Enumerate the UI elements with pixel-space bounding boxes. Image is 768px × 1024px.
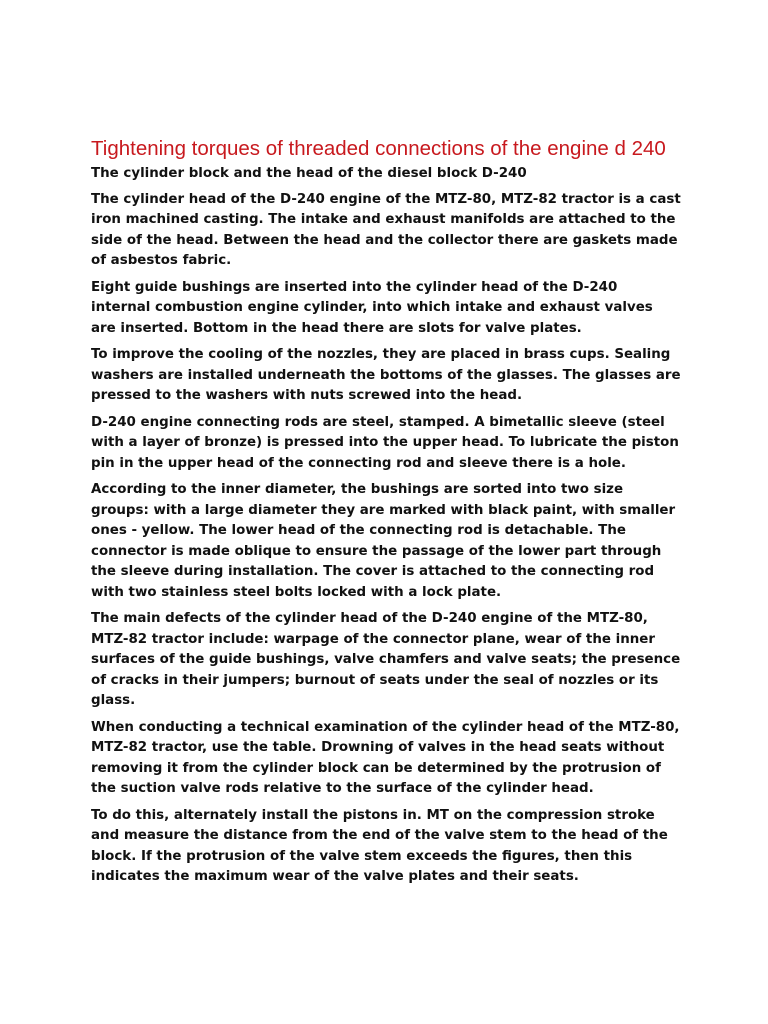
paragraph-5: According to the inner diameter, the bushings are sorted into two size groups: with a large diameter they are marked with black paint, with smaller ones - yellow. The lower head of the connecting rod is detachable. The connector is made oblique to ensure the passage of the lower part through the sleeve during installation. The cover is attached to the connecting rod with two stainless steel bolts locked with a lock plate. [91,482,676,600]
document-title: Tightening torques of threaded connections of the engine d 240 [91,137,666,160]
paragraph-2: Eight guide bushings are inserted into the cylinder head of the D-240 internal combustion engine cylinder, into which intake and exhaust valves are inserted. Bottom in the head there are slots for valve plates. [91,279,653,336]
section-heading: The cylinder block and the head of the diesel block D-240 [91,166,527,181]
paragraph-7: When conducting a technical examination of the cylinder head of the MTZ-80, MTZ-82 tractor, use the table. Drowning of valves in the head seats without removing it from the cylinder block can be determined by the protrusion of the suction valve rods relative to the surface of the cylinder head. [91,719,680,796]
document-body [91,136,681,894]
paragraph-6: The main defects of the cylinder head of the D-240 engine of the MTZ-80, MTZ-82 tractor include: warpage of the connector plane, wear of the inner surfaces of the guide bushings, valve chamfers and valve seats; the presence of cracks in their jumpers; burnout of seats under the seal of nozzles or its glass. [91,611,681,708]
paragraph-8: To do this, alternately install the pistons in. MT on the compression stroke and measure the distance from the end of the valve stem to the head of the block. If the protrusion of the valve stem exceeds the figures, then this indicates the maximum wear of the valve plates and their seats. [91,807,668,884]
paragraph-1: The cylinder head of the D-240 engine of the MTZ-80, MTZ-82 tractor is a cast iron machined casting. The intake and exhaust manifolds are attached to the side of the head. Between the head and the collector there are gaskets made of asbestos fabric. [91,191,681,268]
paragraph-4: D-240 engine connecting rods are steel, stamped. A bimetallic sleeve (steel with a layer of bronze) is pressed into the upper head. To lubricate the piston pin in the upper head of the connecting rod and sleeve there is a hole. [91,414,679,471]
paragraph-3: To improve the cooling of the nozzles, they are placed in brass cups. Sealing washers are installed underneath the bottoms of the glasses. The glasses are pressed to the washers with nuts screwed into the head. [91,347,681,403]
